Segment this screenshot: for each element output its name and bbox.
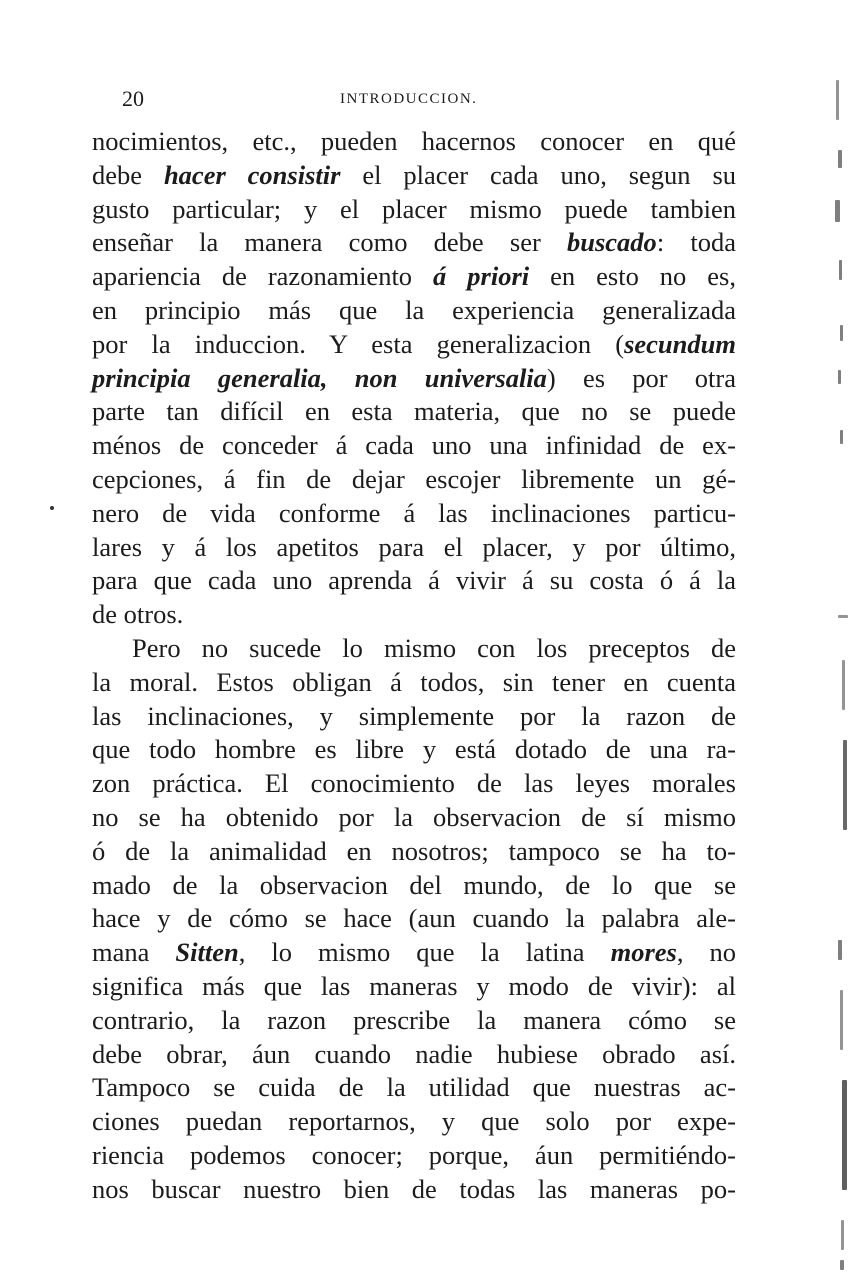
- emphasized-text: á priori: [433, 261, 530, 292]
- text-line: [92, 801, 736, 835]
- text-line: [92, 463, 736, 497]
- text-run: nos buscar nuestro bien de todas las maneras po-: [92, 1173, 736, 1204]
- text-line: [92, 666, 736, 700]
- text-run: zon práctica. El conocimiento de las leyes morales: [92, 768, 736, 799]
- text-run: las inclinaciones, y simplemente por la razon de: [92, 700, 736, 731]
- text-line: [92, 1173, 736, 1207]
- text-line: [92, 159, 736, 193]
- text-run: el placer cada uno, segun su: [340, 159, 737, 190]
- emphasized-text: buscado: [566, 227, 657, 258]
- page-header: [122, 86, 742, 116]
- text-line: [92, 497, 736, 531]
- text-line: [92, 429, 736, 463]
- text-line: [92, 902, 736, 936]
- text-run: no se ha obtenido por la observacion de sí mismo: [92, 801, 736, 832]
- text-run: de otros.: [92, 599, 184, 630]
- text-run: que todo hombre es libre y está dotado de una ra-: [92, 734, 736, 765]
- text-line: [92, 531, 736, 565]
- text-run: ciones puedan reportarnos, y que solo por expe-: [92, 1106, 736, 1137]
- page-number: 20: [122, 86, 144, 111]
- text-line: [92, 260, 736, 294]
- text-run: debe obrar, áun cuando nadie hubiese obrado así.: [92, 1038, 736, 1069]
- scan-edge-artifacts: [824, 60, 854, 1280]
- text-line: [92, 395, 736, 429]
- running-title: INTRODUCCION.: [340, 91, 478, 107]
- text-run: cepciones, á fin de dejar escojer libremente un gé-: [92, 463, 736, 494]
- text-run: la moral. Estos obligan á todos, sin tener en cuenta: [92, 666, 736, 697]
- text-run: ménos de conceder á cada uno una infinidad de ex-: [92, 430, 736, 461]
- text-run: riencia podemos conocer; porque, áun permitiéndo-: [92, 1139, 736, 1170]
- text-run: ó de la animalidad en nosotros; tampoco se ha to-: [92, 835, 736, 866]
- text-run: en principio más que la experiencia generalizada: [92, 294, 736, 325]
- text-line: [92, 598, 736, 632]
- text-run: Tampoco se cuida de la utilidad que nuestras ac-: [92, 1072, 736, 1103]
- text-line: [92, 564, 736, 598]
- text-line: [92, 767, 736, 801]
- text-line: [92, 193, 736, 227]
- text-run: apariencia de razonamiento: [92, 261, 434, 292]
- text-run: lares y á los apetitos para el placer, y por último,: [92, 531, 736, 562]
- text-run: para que cada uno aprenda á vivir á su costa ó á la: [92, 565, 736, 596]
- text-run: contrario, la razon prescribe la manera cómo se: [92, 1004, 736, 1035]
- text-run: en esto no es,: [529, 261, 736, 292]
- text-line: [92, 936, 736, 970]
- text-run: nocimientos, etc., pueden hacernos conocer en qué: [92, 126, 736, 156]
- text-run: hace y de cómo se hace (aun cuando la palabra ale-: [92, 903, 736, 934]
- scan-speck: [50, 506, 54, 510]
- text-run: nero de vida conforme á las inclinaciones particu-: [92, 497, 736, 528]
- text-line: [92, 632, 736, 666]
- text-line: [92, 226, 736, 260]
- text-line: [92, 835, 736, 869]
- text-run: debe: [92, 159, 164, 190]
- text-line: [92, 970, 736, 1004]
- text-line: [92, 1139, 736, 1173]
- emphasized-text: secundum: [624, 328, 736, 359]
- text-run: : toda: [656, 227, 736, 258]
- text-run: gusto particular; y el placer mismo puede tambien: [92, 193, 736, 224]
- text-run: parte tan difícil en esta materia, que no se puede: [92, 396, 736, 427]
- text-line: [92, 125, 736, 159]
- text-line: [92, 700, 736, 734]
- text-run: significa más que las maneras y modo de vivir): al: [92, 970, 736, 1001]
- text-line: [92, 1105, 736, 1139]
- emphasized-text: mores: [610, 937, 677, 968]
- text-run: ) es por otra: [546, 362, 736, 393]
- text-line: [92, 294, 736, 328]
- text-run: Pero no sucede lo mismo con los preceptos de: [132, 632, 736, 663]
- text-line: [92, 869, 736, 903]
- text-run: , no: [676, 937, 737, 968]
- body-text: [92, 125, 736, 1207]
- text-run: mado de la observacion del mundo, de lo que se: [92, 869, 736, 900]
- text-line: [92, 733, 736, 767]
- text-line: [92, 1071, 736, 1105]
- text-line: [92, 1038, 736, 1072]
- text-run: , lo mismo que la latina: [238, 937, 611, 968]
- emphasized-text: Sitten: [175, 937, 239, 968]
- text-run: enseñar la manera como debe ser: [92, 227, 567, 258]
- text-line: [92, 328, 736, 362]
- emphasized-text: principia generalia, non universalia: [92, 362, 547, 393]
- text-run: mana: [92, 937, 176, 968]
- text-line: [92, 1004, 736, 1038]
- text-line: [92, 362, 736, 396]
- emphasized-text: hacer consistir: [163, 159, 341, 190]
- text-run: por la induccion. Y esta generalizacion (: [92, 328, 625, 359]
